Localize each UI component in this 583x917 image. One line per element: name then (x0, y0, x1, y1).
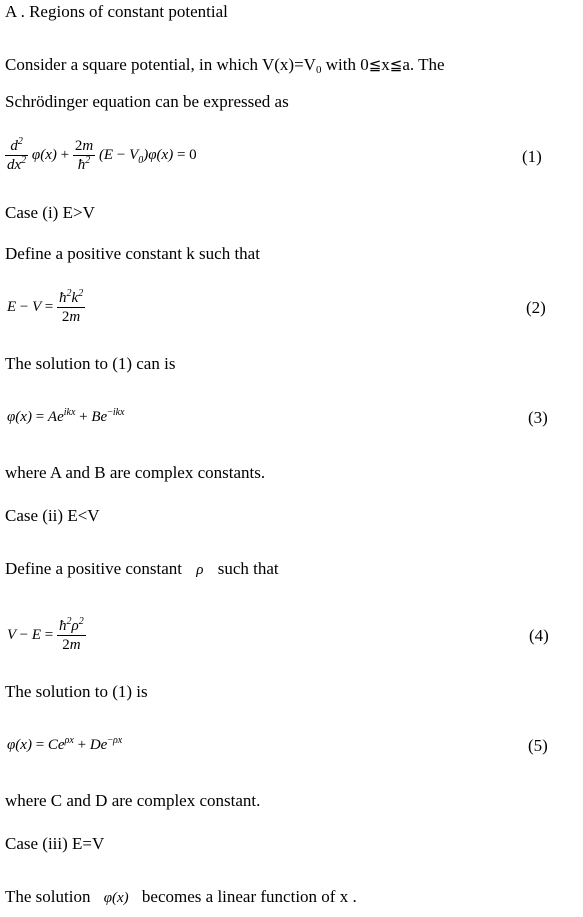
equation-1-number: (1) (522, 147, 542, 166)
case-2-define-pre: Define a positive constant (5, 559, 183, 578)
section-title: A . Regions of constant potential (5, 2, 228, 21)
case-2-define-post: such that (217, 559, 279, 578)
eq1-frac-d2: $\frac{d^2}{dx^2}$ (7, 136, 27, 173)
equation-5: $\varphi(x) = Ce^{\rho x} + De^{-\rho x}$ (7, 735, 123, 753)
constants-2-text: where C and D are complex constant. (5, 791, 261, 810)
intro-text-b: with 0 (321, 55, 369, 74)
equation-3-number: (3) (528, 408, 548, 427)
intro-line-1 (5, 55, 445, 80)
case-1-define: Define a positive constant k such that (5, 244, 260, 263)
leq-symbol: ≦ (368, 58, 382, 74)
eq1-frac-2m: $\frac{2m}{ħ^2}$ (74, 138, 94, 173)
equation-2: E − V = $\frac{ħ^2k^2}{2m}$ (7, 288, 84, 325)
leq-symbol-2: ≦ (389, 58, 403, 74)
case-3-final-pre: The solution (5, 887, 91, 906)
eq4-frac: $\frac{ħ^2\rho^2}{2m}$ (59, 616, 84, 653)
solution-1-text: The solution to (1) can is (5, 354, 176, 373)
equation-4: V − E = $\frac{ħ^2\rho^2}{2m}$ (7, 616, 84, 653)
equation-1: $\frac{d^2}{dx^2}$ φ(x) + $\frac{2m}{ħ^2}$ $(E - V_0)\varphi(x) = 0$ (7, 136, 197, 173)
case-2-heading: Case (ii) E<V (5, 506, 100, 525)
case-1-heading: Case (i) E>V (5, 203, 95, 222)
case-3-heading: Case (iii) E=V (5, 834, 105, 853)
case-3-final (5, 887, 357, 907)
case-3-final-post: becomes a linear function of x . (141, 887, 357, 906)
intro-line-2: Schrödinger equation can be expressed as (5, 92, 289, 111)
phi-symbol: φ(x) (103, 890, 129, 906)
intro-text-c: a. The (402, 55, 445, 74)
rho-symbol: ρ (196, 562, 204, 578)
equation-5-number: (5) (528, 736, 548, 755)
intro-subscript: 0 (315, 64, 322, 76)
eq2-frac: $\frac{ħ^2k^2}{2m}$ (59, 288, 84, 325)
equation-2-number: (2) (526, 298, 546, 317)
solution-2-text: The solution to (1) is (5, 682, 148, 701)
constants-1-text: where A and B are complex constants. (5, 463, 266, 482)
equation-4-number: (4) (529, 626, 549, 645)
equation-3: $\varphi(x) = Ae^{ikx} + Be^{-ikx}$ (7, 407, 125, 425)
intro-x: x (381, 55, 390, 74)
intro-text-a: Consider a square potential, in which V(x)=V (5, 55, 316, 74)
case-2-define (5, 559, 279, 579)
